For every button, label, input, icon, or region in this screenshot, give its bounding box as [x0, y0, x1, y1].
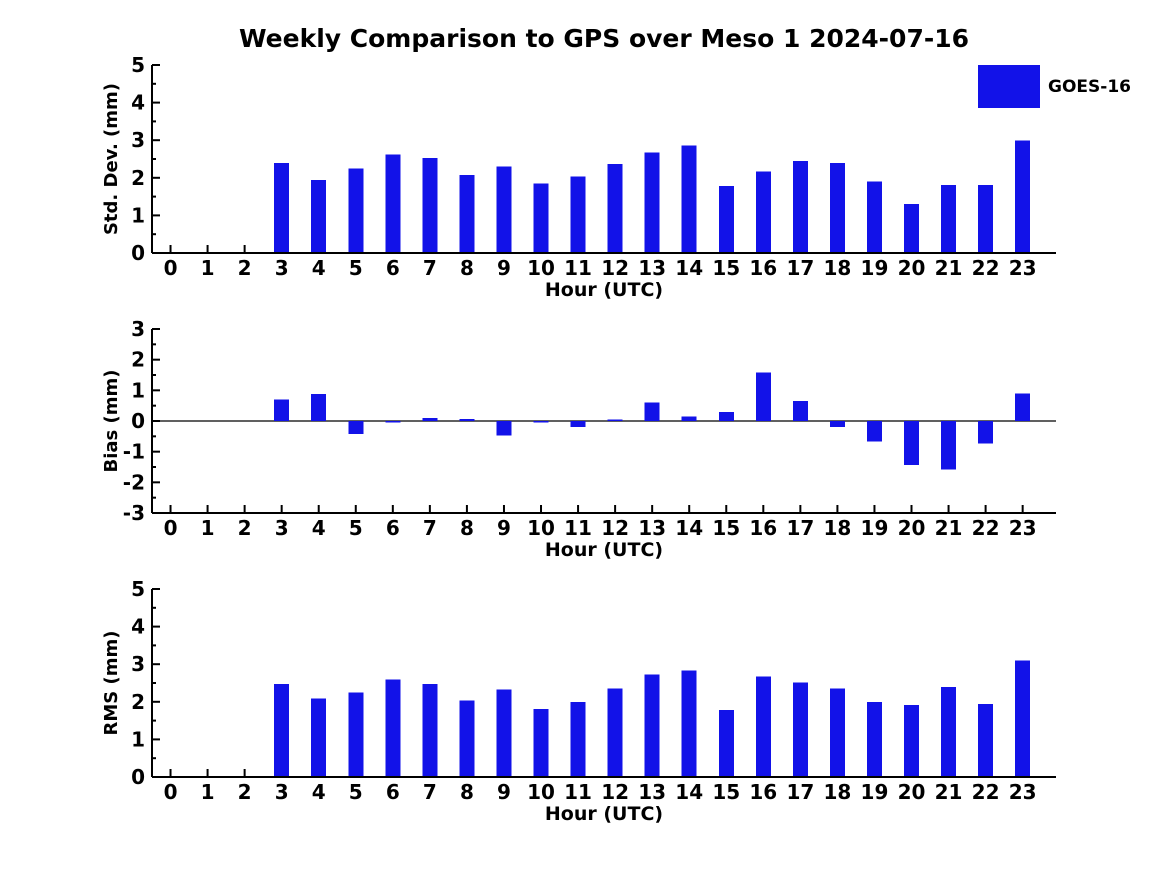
bar-hour-5	[348, 168, 363, 253]
bar-hour-15	[719, 710, 734, 777]
x-tick-label: 7	[422, 256, 437, 280]
bar-hour-3	[274, 684, 289, 777]
x-tick-label: 11	[564, 516, 592, 540]
bar-hour-9	[496, 689, 511, 777]
x-tick-label: 3	[274, 780, 289, 804]
y-axis-label: RMS (mm)	[101, 630, 122, 736]
bar-hour-11	[571, 702, 586, 777]
y-tick-label: 5	[131, 577, 145, 601]
bar-hour-12	[608, 164, 623, 253]
bar-hour-6	[385, 680, 400, 777]
bar-hour-14	[682, 145, 697, 253]
x-tick-label: 22	[971, 516, 1000, 540]
bar-hour-20	[904, 204, 919, 253]
bar-hour-6	[385, 154, 400, 253]
figure-title: Weekly Comparison to GPS over Meso 1 2024-07-16	[238, 24, 970, 53]
x-tick-label: 9	[497, 516, 511, 540]
bar-hour-9	[496, 421, 511, 436]
x-tick-label: 20	[897, 516, 926, 540]
bar-hour-19	[867, 182, 882, 253]
x-tick-label: 5	[348, 256, 363, 280]
bar-hour-21	[941, 185, 956, 253]
x-tick-label: 4	[311, 256, 326, 280]
x-tick-label: 21	[934, 780, 963, 804]
x-tick-label: 8	[459, 516, 474, 540]
bar-hour-12	[608, 419, 623, 421]
bar-hour-20	[904, 705, 919, 777]
x-tick-label: 19	[860, 780, 889, 804]
bar-hour-10	[534, 421, 549, 423]
x-tick-label: 16	[749, 256, 778, 280]
y-tick-label: 2	[131, 165, 145, 190]
x-tick-label: 3	[274, 256, 289, 280]
y-tick-label: 4	[131, 614, 145, 639]
x-tick-label: 1	[200, 516, 215, 540]
x-tick-label: 5	[348, 780, 363, 804]
x-tick-label: 15	[712, 256, 741, 280]
x-tick-label: 10	[527, 780, 555, 804]
x-tick-label: 12	[601, 516, 630, 540]
bar-hour-16	[756, 171, 771, 253]
x-tick-label: 20	[897, 256, 926, 280]
x-tick-label: 12	[601, 256, 630, 280]
x-tick-label: 15	[712, 516, 741, 540]
subplot-rms	[101, 577, 1056, 825]
y-tick-label: -1	[122, 439, 145, 464]
subplot-std-dev	[101, 53, 1056, 301]
bar-hour-12	[608, 688, 623, 777]
bar-hour-7	[422, 684, 437, 777]
x-tick-label: 21	[934, 516, 963, 540]
x-tick-label: 6	[385, 516, 400, 540]
bar-hour-13	[645, 153, 660, 253]
bar-hour-19	[867, 702, 882, 777]
bar-hour-5	[348, 692, 363, 777]
y-tick-label: 2	[131, 689, 145, 714]
bar-hour-16	[756, 373, 771, 421]
bar-hour-4	[311, 180, 326, 253]
bar-hour-8	[459, 701, 474, 777]
bar-hour-4	[311, 698, 326, 777]
bar-hour-23	[1015, 141, 1030, 253]
x-tick-label: 19	[860, 256, 889, 280]
bar-hour-17	[793, 683, 808, 777]
x-tick-label: 22	[971, 256, 1000, 280]
x-tick-label: 0	[163, 780, 178, 804]
bar-hour-22	[978, 185, 993, 253]
x-tick-label: 11	[564, 256, 592, 280]
x-tick-label: 13	[638, 256, 667, 280]
x-tick-label: 18	[823, 780, 852, 804]
x-tick-label: 20	[897, 780, 926, 804]
bar-hour-17	[793, 161, 808, 253]
x-tick-label: 16	[749, 780, 778, 804]
x-tick-label: 14	[675, 516, 704, 540]
legend-label: GOES-16	[1048, 76, 1131, 97]
x-tick-label: 10	[527, 256, 555, 280]
bar-hour-20	[904, 421, 919, 465]
bar-hour-3	[274, 400, 289, 421]
bar-hour-6	[385, 421, 400, 423]
y-tick-label: 1	[131, 378, 145, 403]
x-tick-label: 1	[200, 780, 215, 804]
bar-hour-23	[1015, 393, 1030, 421]
bar-hour-17	[793, 401, 808, 421]
bar-hour-18	[830, 688, 845, 777]
bar-hour-9	[496, 167, 511, 253]
x-tick-label: 9	[497, 256, 511, 280]
y-tick-label: 1	[131, 727, 145, 752]
x-tick-label: 2	[237, 516, 252, 540]
bar-hour-8	[459, 175, 474, 253]
subplot-bias	[101, 317, 1056, 561]
y-axis-label: Std. Dev. (mm)	[101, 82, 122, 236]
bar-hour-10	[534, 183, 549, 253]
x-tick-label: 1	[200, 256, 215, 280]
y-tick-label: 0	[131, 765, 145, 789]
x-tick-label: 7	[422, 516, 437, 540]
bar-hour-4	[311, 394, 326, 421]
x-tick-label: 2	[237, 780, 252, 804]
y-tick-label: -2	[122, 470, 145, 495]
x-tick-label: 5	[348, 516, 363, 540]
bar-hour-13	[645, 403, 660, 421]
x-tick-label: 10	[527, 516, 555, 540]
bar-hour-18	[830, 163, 845, 253]
x-tick-label: 8	[459, 780, 474, 804]
x-tick-label: 4	[311, 516, 326, 540]
bar-hour-16	[756, 677, 771, 777]
bar-hour-19	[867, 421, 882, 442]
y-tick-label: 0	[131, 241, 145, 265]
bar-hour-13	[645, 675, 660, 777]
bar-hour-21	[941, 687, 956, 777]
x-tick-label: 9	[497, 780, 511, 804]
x-tick-label: 2	[237, 256, 252, 280]
x-tick-label: 3	[274, 516, 289, 540]
x-tick-label: 6	[385, 256, 400, 280]
bar-hour-10	[534, 709, 549, 777]
y-tick-label: 2	[131, 347, 145, 372]
x-tick-label: 8	[459, 256, 474, 280]
x-axis-label: Hour (UTC)	[544, 539, 664, 561]
x-tick-label: 13	[638, 516, 667, 540]
bar-hour-14	[682, 416, 697, 421]
bar-hour-23	[1015, 660, 1030, 777]
y-tick-label: 3	[131, 652, 145, 677]
bar-hour-7	[422, 418, 437, 421]
y-tick-label: 3	[131, 317, 145, 341]
x-tick-label: 23	[1008, 780, 1037, 804]
x-tick-label: 15	[712, 780, 741, 804]
y-tick-label: 4	[131, 90, 145, 115]
x-tick-label: 23	[1008, 256, 1037, 280]
y-tick-label: 5	[131, 53, 145, 77]
y-tick-label: 0	[131, 409, 145, 433]
x-tick-label: 22	[971, 780, 1000, 804]
bar-hour-11	[571, 421, 586, 427]
x-tick-label: 17	[786, 516, 815, 540]
y-tick-label: 3	[131, 128, 145, 153]
bar-hour-3	[274, 163, 289, 253]
bar-hour-21	[941, 421, 956, 469]
bar-hour-5	[348, 421, 363, 434]
x-tick-label: 12	[601, 780, 630, 804]
x-tick-label: 0	[163, 256, 178, 280]
x-tick-label: 14	[675, 256, 704, 280]
x-tick-label: 6	[385, 780, 400, 804]
x-tick-label: 11	[564, 780, 592, 804]
y-axis-label: Bias (mm)	[101, 369, 122, 473]
bar-hour-11	[571, 177, 586, 253]
bar-hour-8	[459, 419, 474, 421]
x-tick-label: 4	[311, 780, 326, 804]
x-axis-label: Hour (UTC)	[544, 803, 664, 825]
x-axis-label: Hour (UTC)	[544, 279, 664, 301]
bar-hour-22	[978, 421, 993, 444]
x-tick-label: 7	[422, 780, 437, 804]
y-tick-label: 1	[131, 203, 145, 228]
x-tick-label: 18	[823, 516, 852, 540]
x-tick-label: 21	[934, 256, 963, 280]
bar-hour-18	[830, 421, 845, 427]
x-tick-label: 17	[786, 256, 815, 280]
x-tick-label: 19	[860, 516, 889, 540]
x-tick-label: 18	[823, 256, 852, 280]
x-tick-label: 16	[749, 516, 778, 540]
x-tick-label: 13	[638, 780, 667, 804]
x-tick-label: 23	[1008, 516, 1037, 540]
bar-hour-14	[682, 671, 697, 777]
bar-hour-22	[978, 704, 993, 777]
bar-hour-15	[719, 186, 734, 253]
x-tick-label: 0	[163, 516, 178, 540]
bar-hour-7	[422, 158, 437, 253]
x-tick-label: 17	[786, 780, 815, 804]
bar-hour-15	[719, 412, 734, 421]
y-tick-label: -3	[122, 501, 145, 525]
x-tick-label: 14	[675, 780, 704, 804]
